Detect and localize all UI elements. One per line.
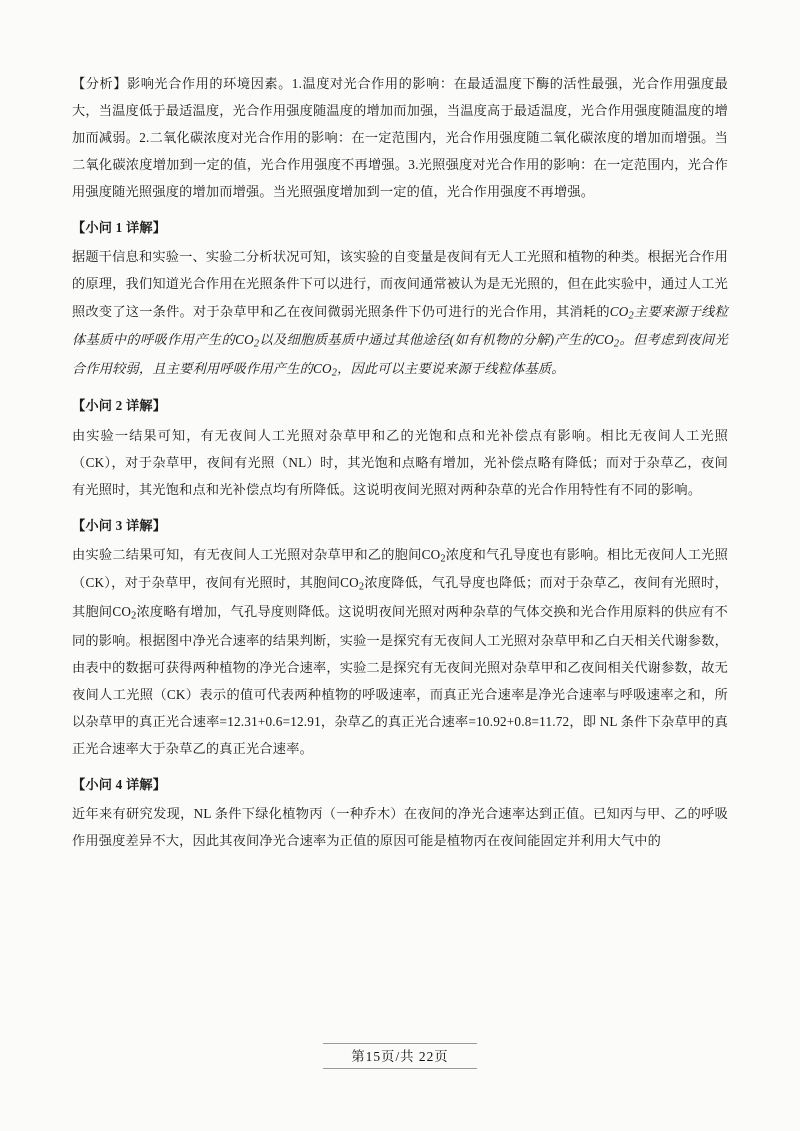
co2-formula: CO [609, 303, 629, 319]
co2-formula: CO [312, 360, 332, 376]
q1-text-part-3: 以及细胞质基质中通过其他途径(如有机物的分解)产生的 [259, 332, 596, 348]
analysis-label: 【分析】 [72, 76, 127, 91]
co2-formula: CO [595, 332, 614, 348]
page-footer [0, 1043, 800, 1069]
co2-subscript: 2 [628, 310, 634, 322]
q1-text-part-2: 主要来源于线粒体基质中的呼吸作用产生的 [72, 303, 728, 348]
q3-text-part-3: 浓度降低，气孔导度也降低；而对于杂草乙，夜间有光照时，其胞间 [72, 575, 728, 620]
co2-subscript: 2 [613, 338, 620, 350]
question-3-heading: 【小问 3 详解】 [72, 517, 167, 533]
question-4-paragraph: 近年来有研究发现，NL 条件下绿化植物丙（一种乔木）在夜间的净光合速率达到正值。已知丙与甲、乙的呼吸作用强度差异不大，因此其夜间净光合速率为正值的原因可能是植物丙在夜间能固定并利用大气中的 [72, 806, 728, 849]
question-2-heading: 【小问 2 详解】 [72, 398, 167, 414]
question-3-paragraph [72, 541, 728, 762]
document-content [72, 70, 728, 854]
q1-text-part-1: 据题干信息和实验一、实验二分析状况可知，该实验的自变量是夜间有无人工光照和植物的种类。根据光合作用的原理，我们知道光合作用在光照条件下可以进行，而夜间通常被认为是无光照的，但在此实验中，通过人工光照改变了这一条件。对于杂草甲和乙在夜间微弱光照条件下仍可进行的光合作用，其消耗的 [72, 249, 728, 319]
question-2-paragraph: 由实验一结果可知，有无夜间人工光照对杂草甲和乙的光饱和点和光补偿点有影响。相比无夜间人工光照（CK），对于杂草甲，夜间有光照（NL）时，其光饱和点略有增加，光补偿点略有降低；而对于杂草乙，夜间有光照时，其光饱和点和光补偿点均有所降低。这说明夜间光照对两种杂草的光合作用特性有不同的影响。 [72, 427, 728, 497]
page-number-label: 第15页/共 22页 [323, 1043, 476, 1069]
co2-subscript: 2 [253, 338, 260, 350]
q1-text-part-4: 。但考虑到夜间光合作用较弱，且主要利用呼吸作用产生的 [72, 332, 728, 376]
question-4-heading: 【小问 4 详解】 [72, 777, 167, 793]
co2-formula: CO [235, 332, 254, 348]
q3-text-part-1: 由实验二结果可知，有无夜间人工光照对杂草甲和乙的胞间 [72, 546, 422, 562]
q3-text-part-2: 浓度和气孔导度也有影响。相比无夜间人工光照（CK），对于杂草甲，夜间有光照时，其胞间 [72, 546, 728, 591]
q1-text-part-5: ，因此可以主要说来源于线粒体基质。 [337, 360, 565, 376]
analysis-paragraph [72, 70, 728, 205]
question-1-paragraph [72, 243, 728, 383]
co2-formula: CO [421, 546, 441, 562]
co2-subscript: 2 [131, 610, 137, 622]
co2-formula: CO [340, 575, 359, 591]
q3-text-part-4: 浓度略有增加，气孔导度则降低。这说明夜间光照对两种杂草的气体交换和光合作用原料的供应有不同的影响。根据图中净光合速率的结果判断，实验一是探究有无夜间人工光照对杂草甲和乙白天相关代谢参数，由表中的数据可获得两种植物的净光合速率，实验二是探究有无夜间光照对杂草甲和乙夜间相关代谢参数，故无夜间人工光照（CK）表示的值可代表两种植物的呼吸速率，而真正光合速率是净光合速率与呼吸速率之和，所以杂草甲的真正光合速率=12.31+0.6=12.91，杂草乙的真正光合速率=10.92+0.8=11.72，即 NL 条件下杂草甲的真正光合速率大于杂草乙的真正光合速率。 [72, 604, 728, 756]
analysis-text: 影响光合作用的环境因素。1.温度对光合作用的影响：在最适温度下酶的活性最强，光合作用强度最大，当温度低于最适温度，光合作用强度随温度的增加而加强，当温度高于最适温度，光合作用强度随温度的增加而减弱。2.二氧化碳浓度对光合作用的影响：在一定范围内，光合作用强度随二氧化碳浓度的增加而增强。当二氧化碳浓度增加到一定的值，光合作用强度不再增强。3.光照强度对光合作用的影响：在一定范围内，光合作用强度随光照强度的增加而增强。当光照强度增加到一定的值，光合作用强度不再增强。 [72, 76, 728, 200]
co2-subscript: 2 [331, 367, 338, 379]
co2-subscript: 2 [358, 582, 365, 593]
co2-formula: CO [112, 604, 132, 620]
co2-subscript: 2 [440, 553, 446, 565]
question-1-heading: 【小问 1 详解】 [72, 220, 167, 236]
